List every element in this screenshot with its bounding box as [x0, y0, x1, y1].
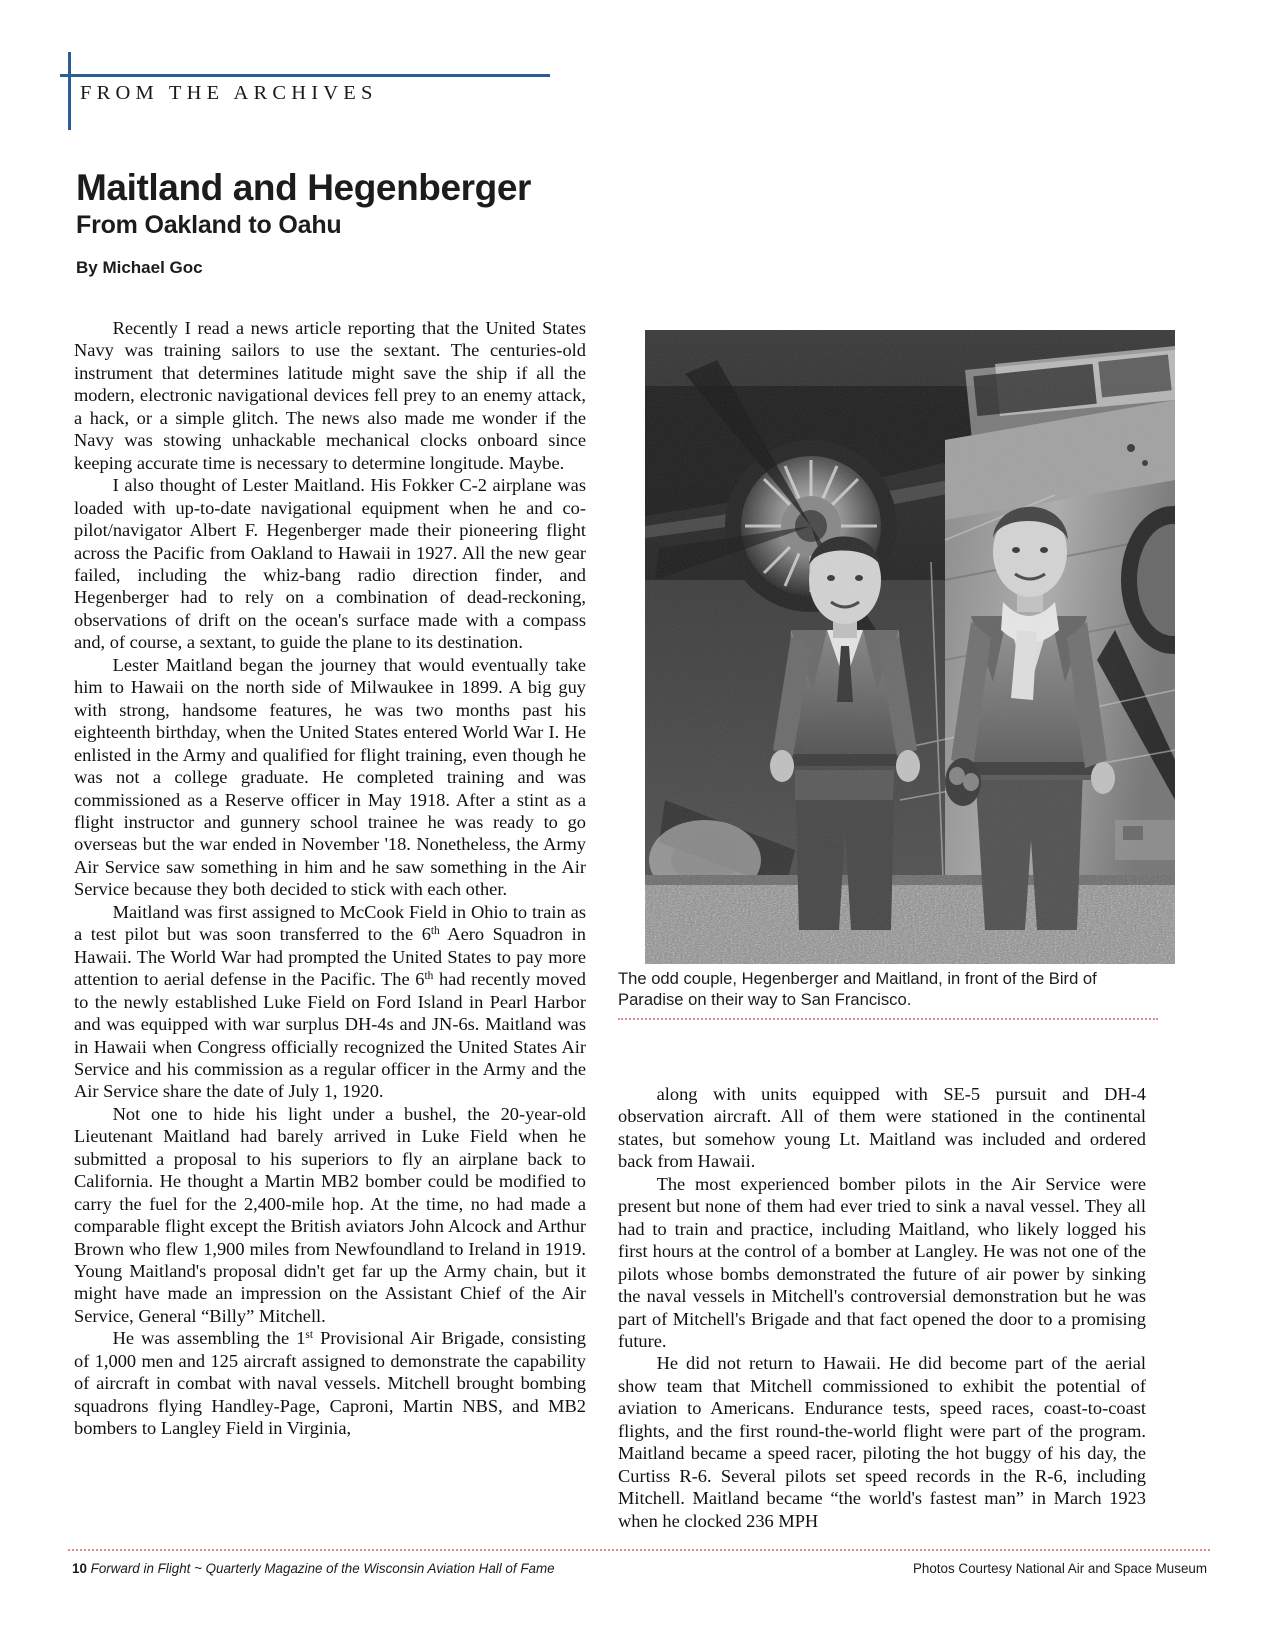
- hegenberger-and-maitland-photo: [645, 330, 1175, 964]
- body-column-right: [618, 1083, 1146, 1531]
- kicker-vertical-rule: [68, 52, 71, 130]
- kicker-horizontal-rule: [60, 74, 550, 77]
- page-subtitle: From Oakland to Oahu: [76, 211, 342, 239]
- body-paragraph: Not one to hide his light under a bushel, the 20-year-old Lieutenant Maitland had barely arrived in Luke Field when he submitted a proposal to his superiors to fly an airplane back to California. He thought a Martin MB2 bomber could be modified to carry the fuel for the 2,400-mile hop. At the time, no had made a comparable flight except the British aviators John Alcock and Arthur Brown who flew 1,900 miles from Newfoundland to Ireland in 1919. Young Maitland's proposal didn't get far up the Army chain, but it might have made an impression on the Assistant Chief of the Air Service, General “Billy” Mitchell.: [74, 1103, 586, 1326]
- body-column-left: [74, 317, 586, 1477]
- section-kicker: [68, 52, 588, 142]
- footer-photo-credit: Photos Courtesy National Air and Space Museum: [912, 1561, 1207, 1576]
- caption-divider-rule: [618, 1018, 1158, 1020]
- footer-publication: [72, 1561, 555, 1576]
- footer-page-number: 10: [72, 1561, 87, 1576]
- body-paragraph: along with units equipped with SE-5 pursuit and DH-4 observation aircraft. All of them were stationed in the continental states, but somehow young Lt. Maitland was included and ordered back from Hawaii.: [618, 1084, 1146, 1172]
- kicker-label: FROM THE ARCHIVES: [80, 82, 378, 104]
- photo-caption: The odd couple, Hegenberger and Maitland, in front of the Bird of Paradise on their way to San Francisco.: [618, 969, 1097, 1009]
- body-paragraph: I also thought of Lester Maitland. His Fokker C-2 airplane was loaded with up-to-date navigational equipment when he and co-pilot/navigator Albert F. Hegenberger made their pioneering flight across the Pacific from Oakland to Hawaii in 1927. All the new gear failed, including the whiz-bang radio direction finder, and Hegenberger had to rely on a combination of dead-reckoning, observations of drift on the ocean's surface made with a compass and, of course, a sextant, to guide the plane to its destination.: [74, 475, 586, 653]
- photo-figure: [645, 330, 1175, 964]
- body-paragraph: Lester Maitland began the journey that would eventually take him to Hawaii on the north side of Milwaukee in 1899. A big guy with strong, handsome features, he was two months past his eighteenth birthday, when the United States entered World War I. He enlisted in the Army and qualified for flight training, even though he was not a college graduate. He completed training and was commissioned as a Reserve officer in May 1918. After a stint as a flight instructor and gunnery school trainee he was ready to go overseas but the war ended in November '18. Nonetheless, the Army Air Service saw something in him and he saw something in the Air Service because they both decided to stick with each other.: [74, 654, 586, 900]
- footer-publication-title: Forward in Flight ~ Quarterly Magazine of the Wisconsin Aviation Hall of Fame: [90, 1561, 555, 1576]
- body-paragraph: The most experienced bomber pilots in the Air Service were present but none of them had ever tried to sink a naval vessel. They all had to train and practice, including Maitland, who likely logged his first hours at the control of a bomber at Langley. He was not one of the pilots whose bombs demonstrated the future of air power by sinking the naval vessels in Mitchell's controversial demonstration but he was part of Mitchell's Brigade and that fact opened the door to a promising future.: [618, 1173, 1146, 1351]
- byline: By Michael Goc: [76, 258, 203, 277]
- body-paragraph: He was assembling the 1st Provisional Air Brigade, consisting of 1,000 men and 125 aircraft assigned to demonstrate the capability of aircraft in combat with naval vessels. Mitchell brought bombing squadrons flying Handley-Page, Caproni, Martin NBS, and MB2 bombers to Langley Field in Virginia,: [74, 1328, 586, 1439]
- body-paragraph: Recently I read a news article reporting that the United States Navy was training sailors to use the sextant. The centuries-old instrument that determines latitude might save the ship if all the modern, electronic navigational devices fell prey to an enemy attack, a hack, or a simple glitch. The news also made me wonder if the Navy was stowing unhackable mechanical clocks onboard since keeping accurate time is necessary to determine longitude. Maybe.: [74, 318, 586, 473]
- footer-divider-rule: [68, 1549, 1210, 1551]
- body-paragraph: He did not return to Hawaii. He did become part of the aerial show team that Mitchell commissioned to exhibit the potential of aviation to Americans. Endurance tests, speed races, coast-to-coast flights, and the first round-the-world flight were part of the program. Maitland became a speed racer, piloting the hot buggy of his day, the Curtiss R-6. Several pilots set speed records in the R-6, including Mitchell. Maitland became “the world's fastest man” in March 1923 when he clocked 236 MPH: [618, 1353, 1146, 1531]
- page-title: Maitland and Hegenberger: [76, 167, 532, 208]
- body-paragraph: Maitland was first assigned to McCook Field in Ohio to train as a test pilot but was soon transferred to the 6th Aero Squadron in Hawaii. The World War had prompted the United States to pay more attention to aerial defense in the Pacific. The 6th had recently moved to the newly established Luke Field on Ford Island in Pearl Harbor and was equipped with war surplus DH-4s and JN-6s. Maitland was in Hawaii when Congress officially recognized the United States Air Service and his commission as a regular officer in the Army and the Air Service share the date of July 1, 1920.: [74, 901, 587, 1102]
